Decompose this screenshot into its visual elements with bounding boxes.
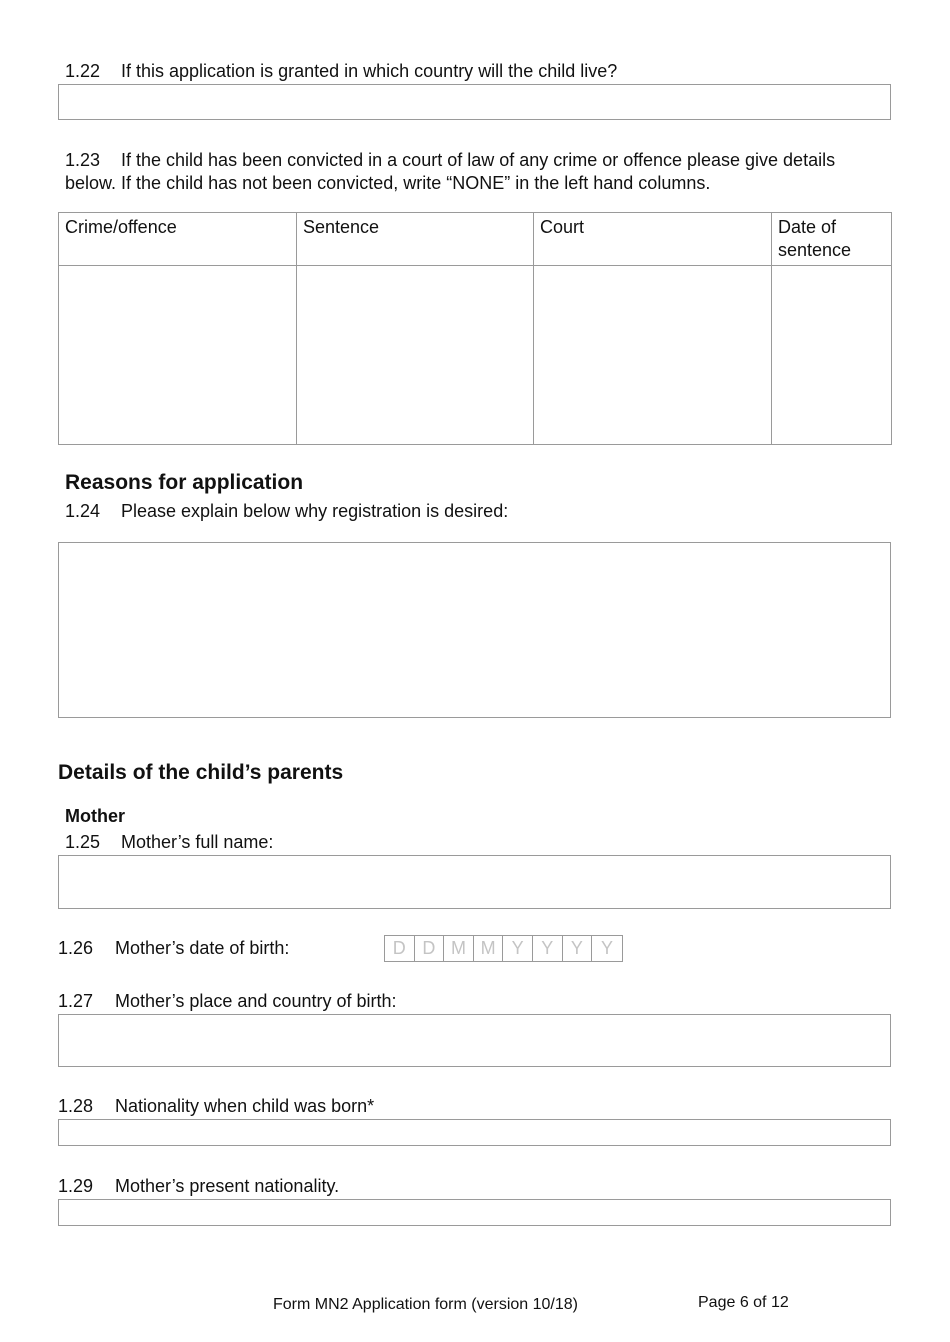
question-text: If the child has been convicted in a court of law of any crime or offence please give details below. If the child has not been convicted, write “NONE” in the left hand columns. xyxy=(65,150,836,193)
question-text: Please explain below why registration is desired: xyxy=(121,501,509,521)
date-of-sentence-cell[interactable] xyxy=(772,266,892,445)
column-header-sentence: Sentence xyxy=(297,213,534,266)
mother-date-of-birth-field[interactable] xyxy=(384,935,623,962)
registration-reasons-field[interactable] xyxy=(58,542,891,718)
question-text: Nationality when child was born* xyxy=(115,1096,375,1116)
nationality-at-child-birth-field[interactable] xyxy=(58,1119,891,1146)
dob-day-cell[interactable]: D xyxy=(385,936,415,961)
dob-day-cell[interactable]: D xyxy=(415,936,445,961)
column-header-court: Court xyxy=(534,213,772,266)
dob-year-cell[interactable]: Y xyxy=(533,936,563,961)
question-text: Mother’s present nationality. xyxy=(115,1176,340,1196)
crime-offence-cell[interactable] xyxy=(59,266,297,445)
dob-year-cell[interactable]: Y xyxy=(503,936,533,961)
section-heading-reasons: Reasons for application xyxy=(65,471,304,494)
subheading-mother: Mother xyxy=(65,806,125,826)
question-text: Mother’s place and country of birth: xyxy=(115,991,397,1011)
table-header-row xyxy=(59,213,892,266)
question-1-25 xyxy=(65,831,273,853)
question-number: 1.23 xyxy=(65,150,101,170)
question-1-22 xyxy=(65,60,617,82)
question-1-28 xyxy=(58,1095,374,1117)
column-header-date-of-sentence: Date of sentence xyxy=(772,213,892,266)
question-1-27 xyxy=(58,990,397,1012)
question-number: 1.27 xyxy=(58,991,94,1011)
question-text: Mother’s date of birth: xyxy=(115,938,290,958)
question-1-24 xyxy=(65,500,508,522)
sentence-cell[interactable] xyxy=(297,266,534,445)
convictions-table xyxy=(58,212,892,445)
dob-year-cell[interactable]: Y xyxy=(563,936,593,961)
mother-present-nationality-field[interactable] xyxy=(58,1199,891,1226)
court-cell[interactable] xyxy=(534,266,772,445)
question-number: 1.25 xyxy=(65,832,101,852)
question-text: If this application is granted in which country will the child live? xyxy=(121,61,618,81)
question-number: 1.22 xyxy=(65,61,101,81)
section-heading-parents: Details of the child’s parents xyxy=(58,761,344,784)
question-number: 1.29 xyxy=(58,1176,94,1196)
table-row xyxy=(59,266,892,445)
question-text: Mother’s full name: xyxy=(121,832,274,852)
mother-full-name-field[interactable] xyxy=(58,855,891,909)
question-number: 1.28 xyxy=(58,1096,94,1116)
country-of-residence-field[interactable] xyxy=(58,84,891,120)
dob-year-cell[interactable]: Y xyxy=(600,938,613,958)
question-number: 1.24 xyxy=(65,501,101,521)
footer-page-number: Page 6 of 12 xyxy=(698,1294,789,1311)
dob-month-cell[interactable]: M xyxy=(474,936,504,961)
question-number: 1.26 xyxy=(58,938,94,958)
column-header-crime: Crime/offence xyxy=(59,213,297,266)
question-1-26 xyxy=(58,937,289,959)
question-1-23 xyxy=(65,149,890,195)
question-1-29 xyxy=(58,1175,339,1197)
dob-month-cell[interactable]: M xyxy=(444,936,474,961)
mother-place-of-birth-field[interactable] xyxy=(58,1014,891,1067)
footer-form-name: Form MN2 Application form (version 10/18) xyxy=(273,1296,578,1313)
